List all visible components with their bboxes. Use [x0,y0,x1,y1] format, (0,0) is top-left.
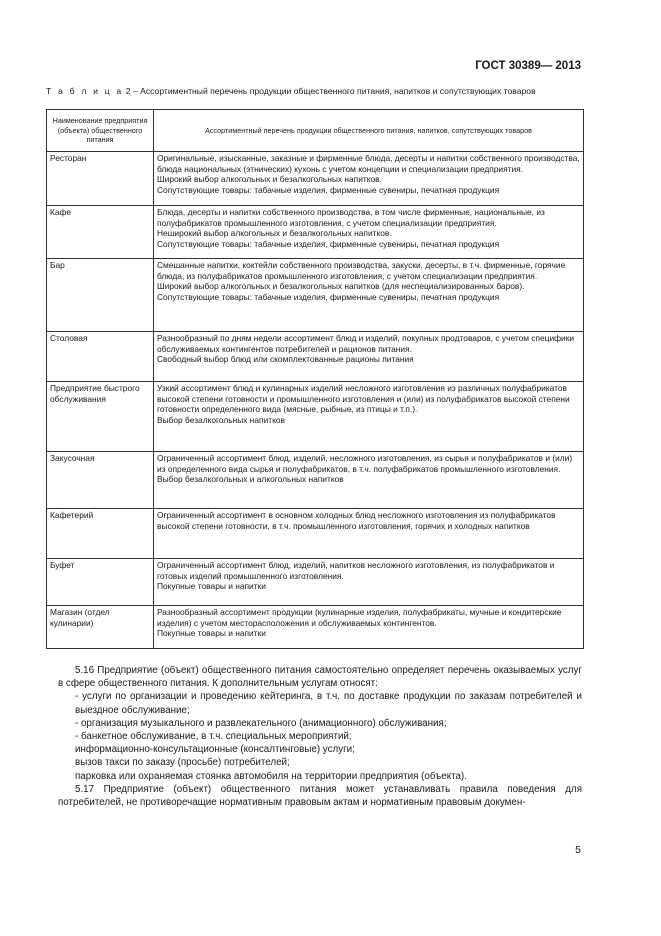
assortment-line: Ограниченный ассортимент блюд, изделий, несложного изготовления, из сырья и полуфабрикатов и (или) из определенного вида сырья и полуфабрикатов, в т.ч. полуфабрикатов промышленного изготовления. [157,453,573,474]
assortment-line: Сопутствующие товары: табачные изделия, фирменные сувениры, печатная продукция [157,238,500,249]
assortment-line: Ограниченный ассортимент блюд, изделий, напитков несложного изготовления, из полуфабрикатов и готовых изделий промышленного изготовления. [157,560,555,581]
assortment-line: Сопутствующие товары: табачные изделия, фирменные сувениры, печатная продукция [157,291,500,302]
assortment-line: Узкий ассортимент блюд и кулинарных изделий несложного изготовления из различных полуфабрикатов высокой степени готовности и промышленного изготовления и (или) из полуфабрикатов высокой степени готовности определенного вида (мясные, рыбные, из птицы и т.п.). [157,383,570,415]
header-assortment: Ассортиментный перечень продукции общественного питания, напитков, сопутствующих товаров [154,110,584,152]
document-number: ГОСТ 30389— 2013 [475,60,581,72]
service-item: - организация музыкального и развлекательного (анимационного) обслуживания; [75,717,447,729]
enterprise-name: Кафетерий [47,509,154,559]
table-header-row [47,110,584,152]
table-caption [46,86,536,96]
paragraph-5-17: 5.17 Предприятие (объект) общественного питания может устанавливать правила поведения для потребителей, не противоречащие нормативным правовым актам и нормативным правовым докумен- [58,783,582,809]
table-caption-prefix: Т а б л и ц а [46,86,124,96]
table-row [47,152,584,206]
table-row [47,332,584,382]
assortment-line: Выбор безалкогольных напитков [157,414,285,425]
table-row [47,452,584,509]
assortment-description [154,152,584,206]
enterprise-name: Магазин (отдел кулинарии) [47,606,154,649]
assortment-description [154,452,584,509]
assortment-line: Неширокий выбор алкогольных и безалкогольных напитков. [157,228,392,239]
enterprise-name: Буфет [47,559,154,606]
assortment-line: Свободный выбор блюд или скомплектованные рационы питания [157,354,414,365]
assortment-description [154,559,584,606]
enterprise-name: Кафе [47,206,154,259]
assortment-description [154,206,584,259]
page-number: 5 [575,844,581,856]
service-item: - услуги по организации и проведению кейтеринга, в т.ч. по доставке продукции по заказам потребителей и выездное обслуживание; [75,691,582,716]
assortment-line: Блюда, десерты и напитки собственного производства, в том числе фирменные, национальные, из полуфабрикатов промышленного изготовления, с учетом специализации предприятия. [157,207,545,228]
assortment-description [154,332,584,382]
service-item: парковка или охраняемая стоянка автомобиля на территории предприятия (объекта). [75,770,467,782]
table-row [47,606,584,649]
table-row [47,382,584,452]
table-row [47,206,584,259]
enterprise-name: Ресторан [47,152,154,206]
service-item: - банкетное обслуживание, в т.ч. специальных мероприятий; [75,731,352,743]
enterprise-name: Бар [47,259,154,332]
header-enterprise: Наименование предприятия (объекта) общественного питания [47,110,154,152]
table-row [47,509,584,559]
assortment-description [154,382,584,452]
assortment-line: Разнообразный по дням недели ассортимент блюд и изделий, покупных продтоваров, с учетом специфики обслуживаемых контингентов потребителей и рационов питания. [157,333,575,354]
service-item: информационно-консультационные (консалтинговые) услуги; [75,744,355,756]
body-text [58,664,582,809]
assortment-line: Покупные товары и напитки [157,581,266,592]
assortment-line: Смешанные напитки, коктейли собственного производства, закуски, десерты, в т.ч. фирменные, горячие блюда, из полуфабрикатов промышленного изготовления, с учетом специализации предприятия. [157,260,566,281]
enterprise-name: Предприятие быстрого обслуживания [47,382,154,452]
service-item: вызов такси по заказу (просьбе) потребителей; [75,757,290,769]
assortment-description [154,606,584,649]
paragraph-5-16: 5.16 Предприятие (объект) общественного питания самостоятельно определяет перечень оказываемых услуг в сфере общественного питания. К дополнительным услугам относят: [58,665,582,690]
assortment-line: Оригинальные, изысканные, заказные и фирменные блюда, десерты и напитки собственного производства, блюда национальных (этнических) кухонь с учетом концепции и специализации предприятия. [157,153,580,174]
table-row [47,559,584,606]
assortment-line: Покупные товары и напитки [157,628,266,639]
assortment-description [154,509,584,559]
assortment-line: Широкий выбор алкогольных и безалкогольных напитков. [157,174,382,185]
table-body [47,152,584,649]
enterprise-name: Закусочная [47,452,154,509]
assortment-line: Сопутствующие товары: табачные изделия, фирменные сувениры, печатная продукция [157,184,500,195]
assortment-table [46,109,584,649]
assortment-line: Выбор безалкогольных и алкогольных напитков [157,474,344,485]
assortment-description [154,259,584,332]
assortment-line: Широкий выбор алкогольных и безалкогольных напитков (для неспециализированных баров). [157,281,525,292]
assortment-line: Разнообразный ассортимент продукции (кулинарные изделия, полуфабрикаты, мучные и кондитерские изделия) с учетом месторасположения и обслуживаемых контингентов. [157,607,562,628]
table-row [47,259,584,332]
table-caption-text: 2 – Ассортиментный перечень продукции общественного питания, напитков и сопутствующих товаров [123,86,536,96]
enterprise-name: Столовая [47,332,154,382]
assortment-line: Ограниченный ассортимент в основном холодных блюд несложного изготовления из полуфабрикатов высокой степени готовности, в т.ч. промышленного изготовления, горячих и холодных напитков [157,510,556,531]
